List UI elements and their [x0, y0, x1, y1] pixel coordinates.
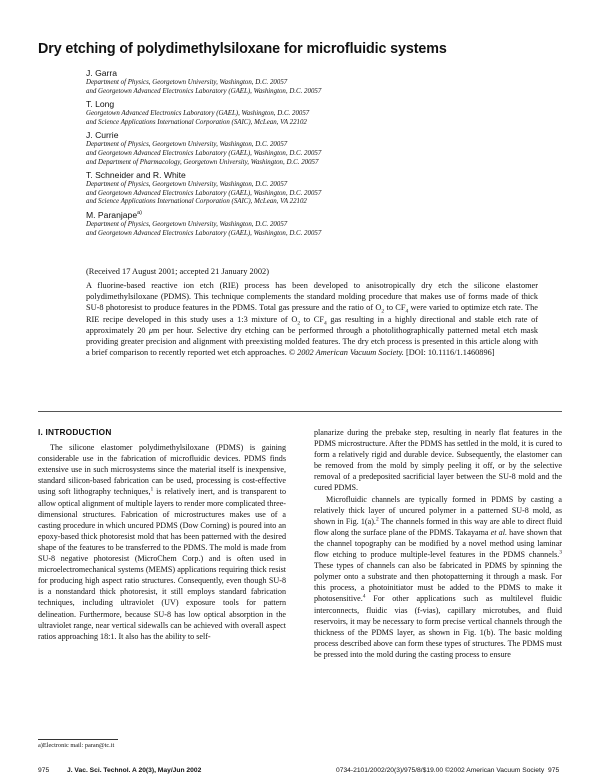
author-name [86, 68, 566, 79]
column-right [314, 427, 562, 660]
subscript: 2 [381, 309, 385, 316]
journal-citation: J. Vac. Sci. Technol. A 20(3), May/Jun 2002 [67, 767, 202, 774]
text-run: et al. [490, 527, 507, 537]
affiliation: Department of Physics, Georgetown University, Washington, D.C. 20057 [86, 141, 288, 149]
author-name-text: J. Currie [86, 130, 119, 141]
author-name [86, 130, 566, 141]
section-divider [38, 411, 562, 412]
abstract-text: A fluorine-based reactive ion etch (RIE) process has been developed to anisotropically dry etch the silicone elastomer polydimethylsiloxane (PDMS). This technique complements the standard molding procedure that makes use of forms made of thick SU-8 photoresist to produce features in the PDMS. Total gas pressure and the ratio of O [86, 281, 538, 313]
affiliation: and Science Applications International Corporation (SAIC), McLean, VA 22102 [86, 198, 307, 206]
author-name [86, 210, 566, 221]
text-run: For other applications such as multilevel fluidic interconnects, fluidic vias (f-vias), capillary microtubes, and fluid reservoirs, it may be necessary to form precise vertical channels through the thickness of the PDMS layer, as shown in Fig. 1(b). The basic molding process described above can form these types of structures. The PDMS must be pressed into the mold during the casting process to ensure [314, 594, 563, 659]
affiliation: Department of Physics, Georgetown University, Washington, D.C. 20057 [86, 220, 288, 228]
author-name-text: M. Paranjape [86, 209, 138, 220]
affiliation: Department of Physics, Georgetown University, Washington, D.C. 20057 [86, 79, 288, 86]
text-run: have shown that the channel topography can be modified by a novel method using laminar flow etching to produce multiple-level features in the PDMS channels. [314, 527, 563, 560]
affiliation: and Department of Pharmacology, Georgetown University, Washington, D.C. 20057 [86, 158, 319, 166]
text-run: These types of channels can also be fabricated in PDMS by spinning the polymer onto a substrate and then photopatterning it through a mask. For this process, a photoinitiator must be added to the PDMS to make it photosensitive. [314, 561, 562, 604]
author-block [86, 68, 566, 96]
affiliation: and Science Applications International Corporation (SAIC), McLean, VA 22102 [86, 118, 307, 126]
subscript: 4 [405, 309, 409, 316]
affiliation: Georgetown Advanced Electronics Laboratory (GAEL), Washington, D.C. 20057 [86, 110, 310, 118]
author-list [86, 68, 566, 241]
author-block [86, 210, 566, 238]
author-name-text: J. Garra [86, 68, 118, 78]
author-name-text: T. Long [86, 99, 115, 110]
paragraph [38, 442, 286, 642]
abstract-text: were varied to optimize etch rate. The RIE recipe developed in this study uses a 1:3 mixture of O [86, 303, 538, 324]
copyright-notice: © 2002 American Vacuum Society. [288, 348, 404, 358]
citation-ref[interactable]: 3 [559, 549, 562, 556]
citation-ref[interactable]: 4 [362, 593, 366, 600]
subscript: 2 [297, 320, 301, 327]
author-block [86, 170, 566, 207]
author-name [86, 99, 566, 110]
author-name-text: T. Schneider and R. White [86, 170, 186, 181]
paragraph: planarize during the prebake step, resulting in nearly flat features in the PDMS microstructure. After the PDMS has settled in the mold, it is cured to form a relatively rigid and durable device. Subsequently, the elastomer can be removed from the mold by simply peeling it off, or by the selective removal of a predeposited sacrificial layer between the SU-8 mold and the cured PDMS. [314, 428, 562, 493]
abstract [86, 280, 538, 358]
footnote: a)Electronic mail: paran@tc.it [38, 742, 115, 749]
column-left [38, 427, 286, 642]
abstract-text: gas resulting in a highly directional and stable etch rate of approximately 20 [86, 314, 538, 335]
paragraph [314, 494, 562, 660]
author-name [86, 170, 566, 181]
abstract-text: m per hour. Selective dry etching can be performed through a photolithographically patterned metal etch mask providing greater precision and alignment with preexisting molded features. The dry etch process is presented in this article along with a brief comparison to recently reported wet etch approaches. [86, 325, 538, 358]
text-run: The silicone elastomer polydimethylsiloxane (PDMS) is gaining considerable use in the fabrication of microfluidic devices. PDMS finds extensive use in such microsystems since the material itself is inexpensive, standard silicon-based fabrication can be used, processing is cost-effective using soft lithography techniques, [38, 443, 286, 497]
author-block [86, 99, 566, 127]
affiliation: and Georgetown Advanced Electronics Laboratory (GAEL), Washington, D.C. 20057 [86, 189, 322, 197]
author-footnote-mark[interactable]: a) [137, 210, 143, 217]
mu-symbol: μ [148, 325, 154, 335]
citation-ref[interactable]: 1 [150, 486, 154, 493]
affiliation: and Georgetown Advanced Electronics Laboratory (GAEL), Washington, D.C. 20057 [86, 149, 322, 157]
received-dates: (Received 17 August 2001; accepted 21 January 2002) [86, 267, 270, 276]
page-number-right: 975 [548, 767, 560, 774]
paper-title: Dry etching of polydimethylsiloxane for microfluidic systems [38, 41, 447, 57]
issn-copyright: 0734-2101/2002/20(3)/975/8/$19.00 ©2002 American Vacuum Society [336, 767, 545, 774]
citation-ref[interactable]: 2 [375, 516, 379, 523]
page-number-left: 975 [38, 767, 50, 774]
text-run: is relatively inert, and is transparent to allow optical alignment of multiple layers to render more complicated three-dimensional structures. Fabrication of microstructures makes use of a casting procedure in which uncured PDMS (Dow Corning) is poured into an epoxy-based thick photoresist mold that has been patterned with the desired shape of the features to be transferred to the PDMS. The mold is made from SU-8 negative photoresist (MicroChem Corp.) and is often used in microelectromechanical systems (MEMS) applications requiring thick resist for producing high aspect ratio structures. Consequently, even though SU-8 is a nonstandard thick photoresist, it still employs standard fabrication techniques, including ultraviolet (UV) exposure tools for pattern delineation. Furthermore, because SU-8 has low optical absorption in the ultraviolet range, near vertical sidewalls can be achieved with overall aspect ratios approaching 18:1. It also has the ability to self- [38, 487, 286, 641]
footnote-rule [38, 739, 118, 740]
author-block [86, 130, 566, 167]
abstract-text: to CF [384, 303, 406, 313]
affiliation: Department of Physics, Georgetown University, Washington, D.C. 20057 [86, 181, 288, 189]
section-heading: I. INTRODUCTION [38, 427, 112, 437]
text-run: Microfluidic channels are typically formed in PDMS by casting a relatively thick layer of uncured polymer in a patterned SU-8 mold, as shown in Fig. 1(a). [314, 494, 562, 526]
doi-link[interactable]: [DOI: 10.1116/1.1460896] [405, 348, 495, 358]
text-run: The channels formed in this way are able to direct fluid flow along the surface plane of the PDMS. Takayama [314, 516, 563, 537]
affiliation: and Georgetown Advanced Electronics Laboratory (GAEL), Washington, D.C. 20057 [86, 229, 322, 237]
subscript: 4 [323, 320, 327, 327]
affiliation: and Georgetown Advanced Electronics Laboratory (GAEL), Washington, D.C. 20057 [86, 87, 322, 95]
abstract-text: to CF [300, 314, 324, 324]
